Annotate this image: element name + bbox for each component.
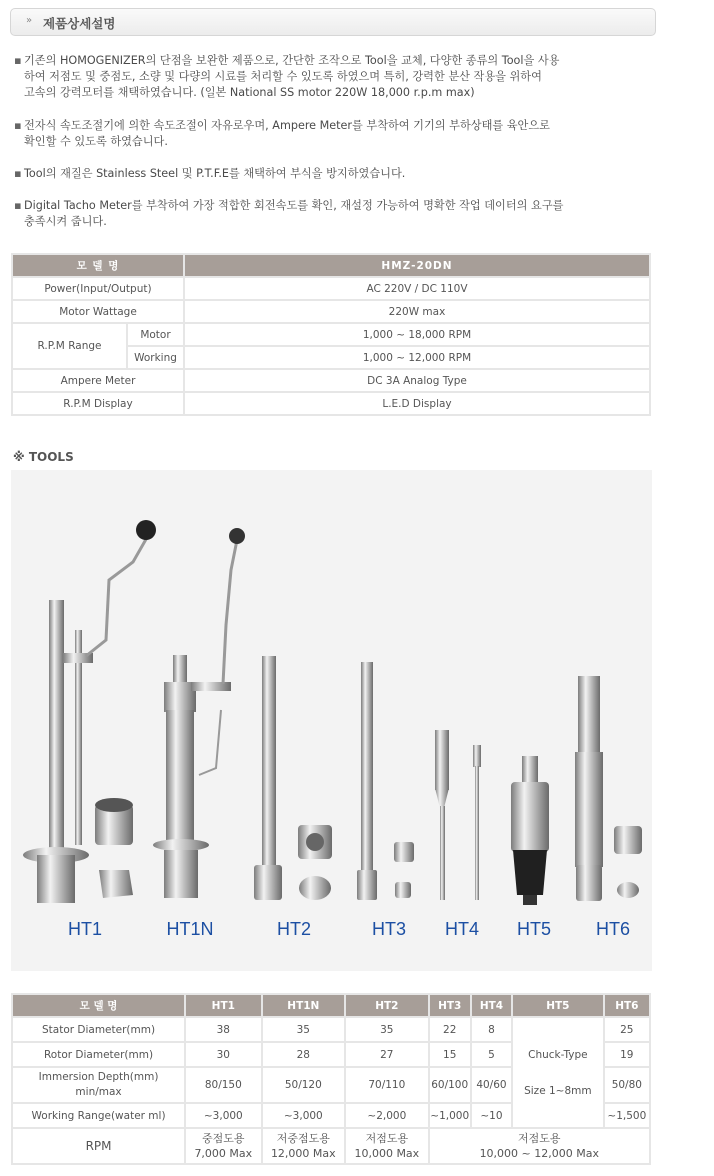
bullet-icon: ▪ [14, 119, 22, 132]
table-row [12, 300, 650, 323]
table-cell: ~1,000 [429, 1103, 471, 1128]
table-cell: 저중점도용 12,000 Max [262, 1128, 346, 1164]
table-cell: 28 [262, 1042, 346, 1067]
table-row [12, 369, 650, 392]
ht4-tool-illustration [435, 730, 481, 900]
tools-header-ht5: HT5 [512, 994, 604, 1017]
table-cell: ~2,000 [345, 1103, 429, 1128]
section-title-bar [10, 8, 656, 36]
tools-header-ht3: HT3 [429, 994, 471, 1017]
ht5-tool-illustration [511, 756, 549, 905]
ampere-label: Ampere Meter [12, 369, 184, 392]
description-text: Digital Tacho Meter를 부착하여 가장 적합한 회전속도를 확인, 재설정 가능하여 명확한 작업 데이터의 요구를 충족시켜 줍니다. [24, 199, 564, 228]
display-value: L.E.D Display [184, 392, 650, 415]
table-cell: ~10 [471, 1103, 512, 1128]
description-text: Tool의 재질은 Stainless Steel 및 P.T.F.E를 채택하여 부식을 방지하였습니다. [24, 167, 406, 180]
ampere-value: DC 3A Analog Type [184, 369, 650, 392]
table-cell: 38 [185, 1017, 261, 1042]
table-cell: 35 [345, 1017, 429, 1042]
table-row [12, 392, 650, 415]
table-cell: 25 [604, 1017, 650, 1042]
table-cell: ~3,000 [262, 1103, 346, 1128]
table-cell: 50/120 [262, 1067, 346, 1103]
double-chevron-icon: » [26, 15, 33, 26]
tools-heading: ※ TOOLS [13, 450, 74, 464]
immersion-label: Immersion Depth(mm) min/max [12, 1067, 185, 1103]
tool-label-ht4: HT4 [444, 919, 480, 939]
ht5-chuck-cell [512, 1017, 604, 1128]
wattage-value: 220W max [184, 300, 650, 323]
table-cell: 저점도용 10,000 Max [345, 1128, 429, 1164]
rpm-working-value: 1,000 ~ 12,000 RPM [184, 346, 650, 369]
table-cell: 19 [604, 1042, 650, 1067]
table-cell: 저점도용 10,000 ~ 12,000 Max [429, 1128, 650, 1164]
ht1-tool-illustration [23, 520, 156, 903]
tool-label-ht6: HT6 [595, 919, 631, 939]
table-row [12, 277, 650, 300]
rpm-range-label: R.P.M Range [12, 323, 127, 369]
stator-label: Stator Diameter(mm) [12, 1017, 185, 1042]
table-row [12, 1017, 650, 1042]
table-cell: 중점도용 7,000 Max [185, 1128, 261, 1164]
table-cell: 30 [185, 1042, 261, 1067]
tool-label-ht1n: HT1N [166, 919, 214, 939]
description-item [14, 118, 634, 150]
description-text: 전자식 속도조절기에 의한 속도조절이 자유로우며, Ampere Meter를 부착하여 기기의 부하상태를 육안으로 확인할 수 있도록 하였습니다. [24, 119, 550, 148]
tools-header-ht1: HT1 [185, 994, 261, 1017]
table-cell: 22 [429, 1017, 471, 1042]
tools-header-ht4: HT4 [471, 994, 512, 1017]
table-cell: 35 [262, 1017, 346, 1042]
table-cell: 50/80 [604, 1067, 650, 1103]
tools-photo [11, 470, 652, 971]
table-cell: ~3,000 [185, 1103, 261, 1128]
rpm-working-label: Working [127, 346, 184, 369]
ht5-chuck-size: Size 1~8mm [524, 1084, 592, 1097]
bullet-icon: ▪ [14, 199, 22, 212]
table-cell: ~1,500 [604, 1103, 650, 1128]
table-cell: 40/60 [471, 1067, 512, 1103]
wattage-label: Motor Wattage [12, 300, 184, 323]
spec-table [11, 253, 651, 416]
rpm-motor-value: 1,000 ~ 18,000 RPM [184, 323, 650, 346]
description-text: 기존의 HOMOGENIZER의 단점을 보완한 제품으로, 간단한 조작으로 Tool을 교체, 다양한 종류의 Tool을 사용 하여 저점도 및 중점도, 소량 및 다량의 시료를 처리할 수 있도록 하였으며 특히, 강력한 분산 작용을 위하여 고속의 강력모터를 채택하였습니다. (일본 National SS motor 220W 18,000 r.p.m max) [24, 54, 560, 99]
table-cell: 5 [471, 1042, 512, 1067]
table-cell: 80/150 [185, 1067, 261, 1103]
spec-header-row [12, 254, 650, 277]
ht1n-tool-illustration [153, 528, 245, 898]
ht6-tool-illustration [575, 676, 642, 901]
working-range-label: Working Range(water ml) [12, 1103, 185, 1128]
tool-label-ht3: HT3 [371, 919, 407, 939]
tool-label-ht5: HT5 [516, 919, 552, 939]
bullet-icon: ▪ [14, 54, 22, 67]
display-label: R.P.M Display [12, 392, 184, 415]
tools-header-row [12, 994, 650, 1017]
ht2-tool-illustration [254, 656, 332, 900]
power-value: AC 220V / DC 110V [184, 277, 650, 300]
tool-label-ht2: HT2 [276, 919, 312, 939]
table-cell: 8 [471, 1017, 512, 1042]
tools-header-ht1n: HT1N [262, 994, 346, 1017]
tools-header-ht6: HT6 [604, 994, 650, 1017]
rotor-label: Rotor Diameter(mm) [12, 1042, 185, 1067]
table-row [12, 1128, 650, 1164]
tools-header-model: 모 델 명 [12, 994, 185, 1017]
table-row [12, 323, 650, 346]
description-item [14, 53, 634, 101]
ht3-tool-illustration [357, 662, 414, 900]
tool-label-ht1: HT1 [67, 919, 103, 939]
table-cell: 27 [345, 1042, 429, 1067]
tools-table [11, 993, 651, 1165]
table-cell: 15 [429, 1042, 471, 1067]
power-label: Power(Input/Output) [12, 277, 184, 300]
description-item [14, 166, 634, 182]
rpm-label: RPM [12, 1128, 185, 1164]
bullet-icon: ▪ [14, 167, 22, 180]
model-value-header: HMZ-20DN [184, 254, 650, 277]
section-title: 제품상세설명 [43, 16, 116, 31]
ht5-chuck-type: Chuck-Type [528, 1048, 588, 1061]
model-name-header: 모 델 명 [12, 254, 184, 277]
tools-header-ht2: HT2 [345, 994, 429, 1017]
description-item [14, 198, 634, 230]
rpm-motor-label: Motor [127, 323, 184, 346]
table-cell: 70/110 [345, 1067, 429, 1103]
table-cell: 60/100 [429, 1067, 471, 1103]
